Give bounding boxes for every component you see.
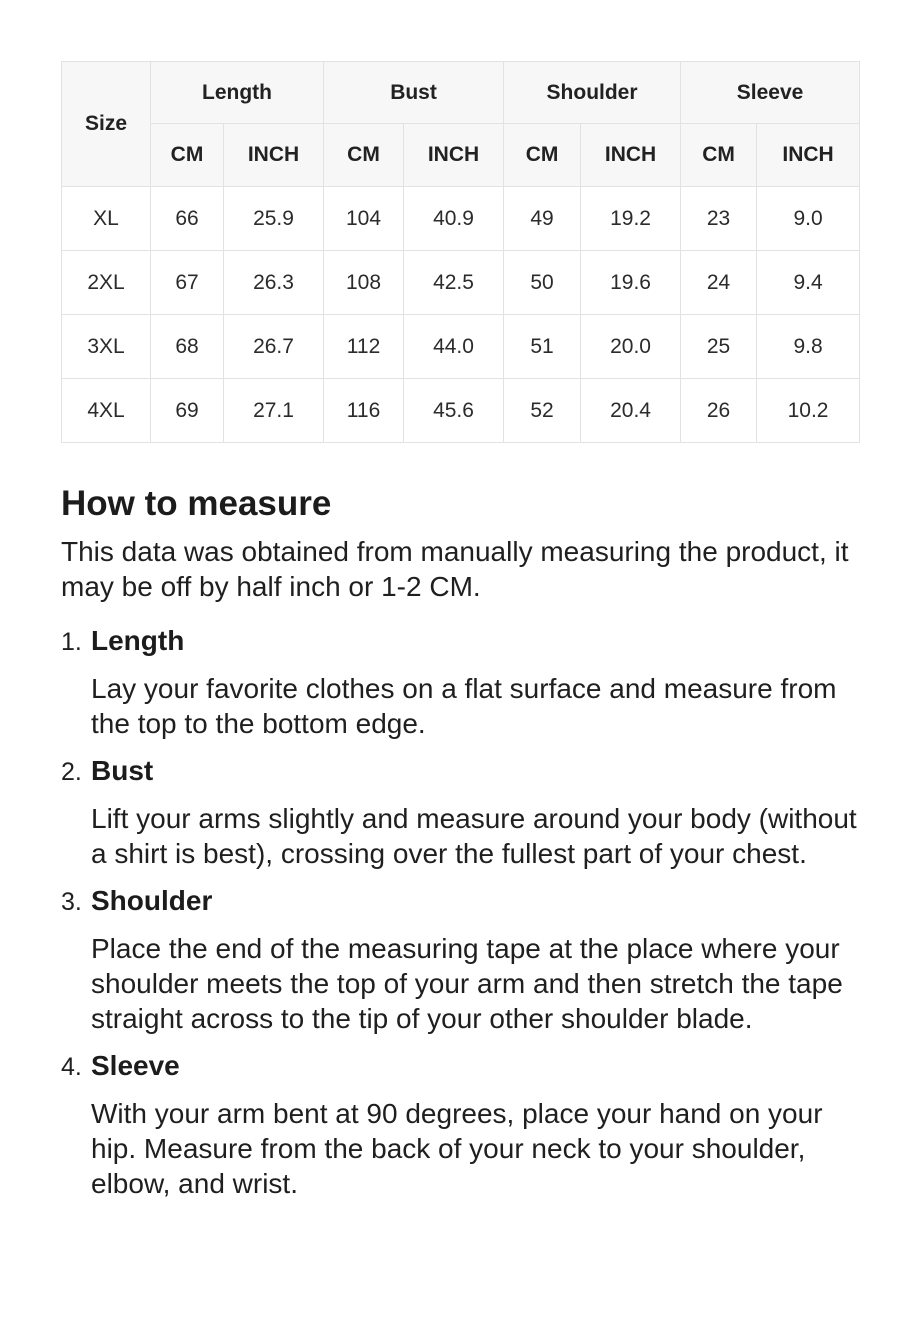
table-row: [62, 187, 860, 251]
group-header-bust: Bust: [324, 62, 504, 124]
value-cell: 26.3: [224, 251, 324, 315]
unit-header-sleeve-cm: CM: [681, 124, 757, 187]
value-cell: 25.9: [224, 187, 324, 251]
size-cell: 3XL: [62, 315, 151, 379]
table-group-header-row: [62, 62, 860, 124]
value-cell: 24: [681, 251, 757, 315]
value-cell: 67: [151, 251, 224, 315]
value-cell: 49: [504, 187, 581, 251]
value-cell: 66: [151, 187, 224, 251]
value-cell: 112: [324, 315, 404, 379]
step-header: [61, 623, 859, 660]
unit-header-shoulder-inch: INCH: [581, 124, 681, 187]
group-header-shoulder: Shoulder: [504, 62, 681, 124]
size-chart-table: [61, 61, 860, 443]
measure-steps-list: [61, 623, 859, 1201]
value-cell: 9.4: [757, 251, 860, 315]
measure-step-shoulder: [61, 883, 859, 1036]
value-cell: 19.2: [581, 187, 681, 251]
step-number: 4.: [61, 1053, 82, 1081]
value-cell: 42.5: [404, 251, 504, 315]
unit-header-length-inch: INCH: [224, 124, 324, 187]
value-cell: 51: [504, 315, 581, 379]
value-cell: 52: [504, 379, 581, 443]
step-description: Place the end of the measuring tape at the place where your shoulder meets the top of your arm and then stretch the tape straight across to the tip of your other shoulder blade.: [91, 933, 843, 1034]
value-cell: 27.1: [224, 379, 324, 443]
value-cell: 19.6: [581, 251, 681, 315]
measure-disclaimer-text: This data was obtained from manually measuring the product, it may be off by half inch or 1-2 CM.: [61, 536, 849, 602]
value-cell: 25: [681, 315, 757, 379]
value-cell: 50: [504, 251, 581, 315]
value-cell: 45.6: [404, 379, 504, 443]
step-header: [61, 883, 859, 920]
measure-step-bust: [61, 753, 859, 871]
measure-step-sleeve: [61, 1048, 859, 1201]
size-cell: 2XL: [62, 251, 151, 315]
table-row: [62, 379, 860, 443]
value-cell: 10.2: [757, 379, 860, 443]
step-number: 1.: [61, 628, 82, 656]
unit-header-length-cm: CM: [151, 124, 224, 187]
step-term: Shoulder: [91, 885, 213, 916]
unit-header-sleeve-inch: INCH: [757, 124, 860, 187]
step-number: 3.: [61, 888, 82, 916]
value-cell: 26: [681, 379, 757, 443]
value-cell: 20.0: [581, 315, 681, 379]
unit-header-bust-inch: INCH: [404, 124, 504, 187]
value-cell: 9.8: [757, 315, 860, 379]
step-term: Length: [91, 625, 185, 656]
size-cell: XL: [62, 187, 151, 251]
table-row: [62, 251, 860, 315]
value-cell: 104: [324, 187, 404, 251]
size-column-header: Size: [62, 62, 151, 187]
value-cell: 26.7: [224, 315, 324, 379]
value-cell: 108: [324, 251, 404, 315]
group-header-sleeve: Sleeve: [681, 62, 860, 124]
size-cell: 4XL: [62, 379, 151, 443]
step-number: 2.: [61, 758, 82, 786]
how-to-measure-heading: How to measure: [61, 484, 332, 523]
table-row: [62, 315, 860, 379]
value-cell: 68: [151, 315, 224, 379]
step-description: Lift your arms slightly and measure around your body (without a shirt is best), crossing over the fullest part of your chest.: [91, 803, 857, 869]
step-description: Lay your favorite clothes on a flat surface and measure from the top to the bottom edge.: [91, 673, 837, 739]
step-header: [61, 1048, 859, 1085]
value-cell: 40.9: [404, 187, 504, 251]
value-cell: 69: [151, 379, 224, 443]
step-term: Sleeve: [91, 1050, 180, 1081]
unit-header-bust-cm: CM: [324, 124, 404, 187]
value-cell: 9.0: [757, 187, 860, 251]
value-cell: 116: [324, 379, 404, 443]
step-header: [61, 753, 859, 790]
step-description: With your arm bent at 90 degrees, place your hand on your hip. Measure from the back of your neck to your shoulder, elbow, and wrist.: [91, 1098, 823, 1199]
group-header-length: Length: [151, 62, 324, 124]
measure-step-length: [61, 623, 859, 741]
value-cell: 20.4: [581, 379, 681, 443]
value-cell: 23: [681, 187, 757, 251]
unit-header-shoulder-cm: CM: [504, 124, 581, 187]
value-cell: 44.0: [404, 315, 504, 379]
table-unit-header-row: [62, 124, 860, 187]
step-term: Bust: [91, 755, 154, 786]
